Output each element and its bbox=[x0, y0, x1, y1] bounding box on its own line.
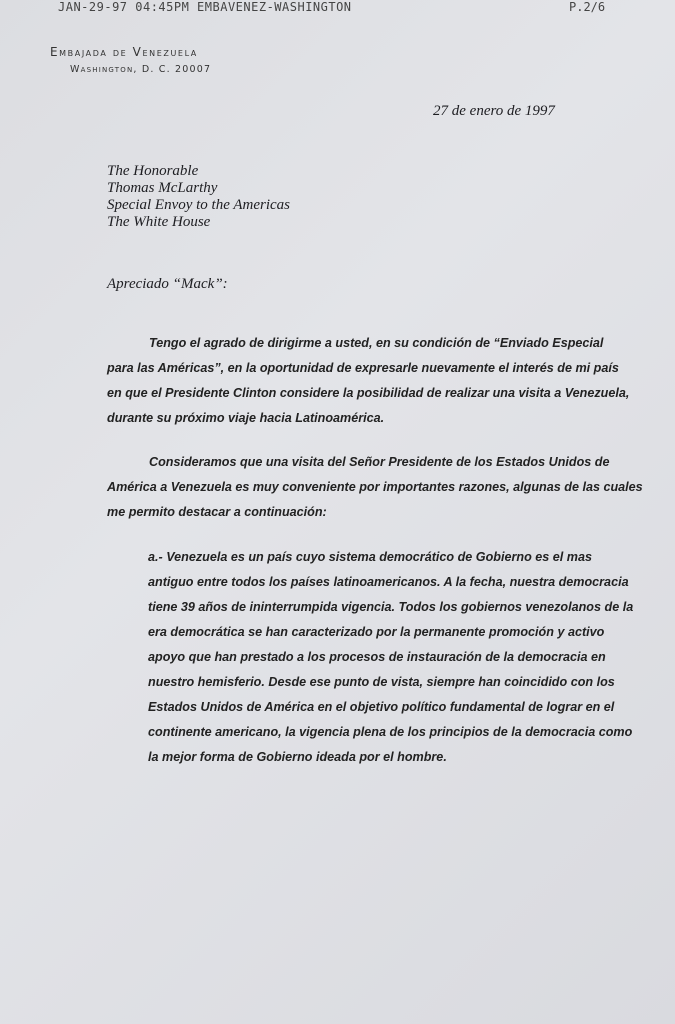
text-line: tiene 39 años de ininterrumpida vigencia. Todos los gobiernos venezolanos de la bbox=[148, 600, 634, 614]
page-number: P.2/6 bbox=[569, 0, 606, 14]
paragraph-1 bbox=[107, 331, 630, 431]
recipient-line: Thomas McLarthy bbox=[107, 180, 218, 196]
letterhead-address: Washington, D. C. 20007 bbox=[70, 64, 212, 75]
text-line: Consideramos que una visita del Señor Presidente de los Estados Unidos de bbox=[149, 455, 610, 469]
recipient-line: The White House bbox=[107, 214, 211, 230]
text-line: nuestro hemisferio. Desde ese punto de vista, siempre han coincidido con los bbox=[148, 675, 615, 689]
text-line: me permito destacar a continuación: bbox=[107, 505, 327, 519]
letterhead-name: Embajada de Venezuela bbox=[50, 45, 198, 59]
text-line: en que el Presidente Clinton considere la posibilidad de realizar una visita a Venezuela, bbox=[107, 386, 630, 400]
text-line: a.- Venezuela es un país cuyo sistema democrático de Gobierno es el mas bbox=[148, 550, 592, 564]
text-line: apoyo que han prestado a los procesos de instauración de la democracia en bbox=[148, 650, 606, 664]
salutation: Apreciado “Mack”: bbox=[107, 276, 228, 292]
text-line: América a Venezuela es muy conveniente por importantes razones, algunas de las cuales bbox=[107, 480, 643, 494]
text-line: Tengo el agrado de dirigirme a usted, en su condición de “Enviado Especial bbox=[149, 336, 604, 350]
recipient-block bbox=[107, 163, 290, 231]
fax-header: JAN-29-97 04:45PM EMBAVENEZ-WASHINGTON bbox=[58, 0, 352, 14]
letter-date: 27 de enero de 1997 bbox=[433, 103, 555, 119]
text-line: la mejor forma de Gobierno ideada por el hombre. bbox=[148, 750, 447, 764]
text-line: Estados Unidos de América en el objetivo político fundamental de lograr en el bbox=[148, 700, 615, 714]
recipient-line: Special Envoy to the Americas bbox=[107, 197, 291, 213]
recipient-line: The Honorable bbox=[107, 163, 199, 179]
text-line: durante su próximo viaje hacia Latinoamérica. bbox=[107, 411, 385, 425]
text-line: continente americano, la vigencia plena de los principios de la democracia como bbox=[148, 725, 633, 739]
item-a bbox=[148, 545, 634, 770]
text-line: para las Américas”, en la oportunidad de expresarle nuevamente el interés de mi país bbox=[107, 361, 619, 375]
text-line: antiguo entre todos los países latinoamericanos. A la fecha, nuestra democracia bbox=[148, 575, 629, 589]
paragraph-2 bbox=[107, 450, 643, 525]
text-line: era democrática se han caracterizado por la permanente promoción y activo bbox=[148, 625, 605, 639]
